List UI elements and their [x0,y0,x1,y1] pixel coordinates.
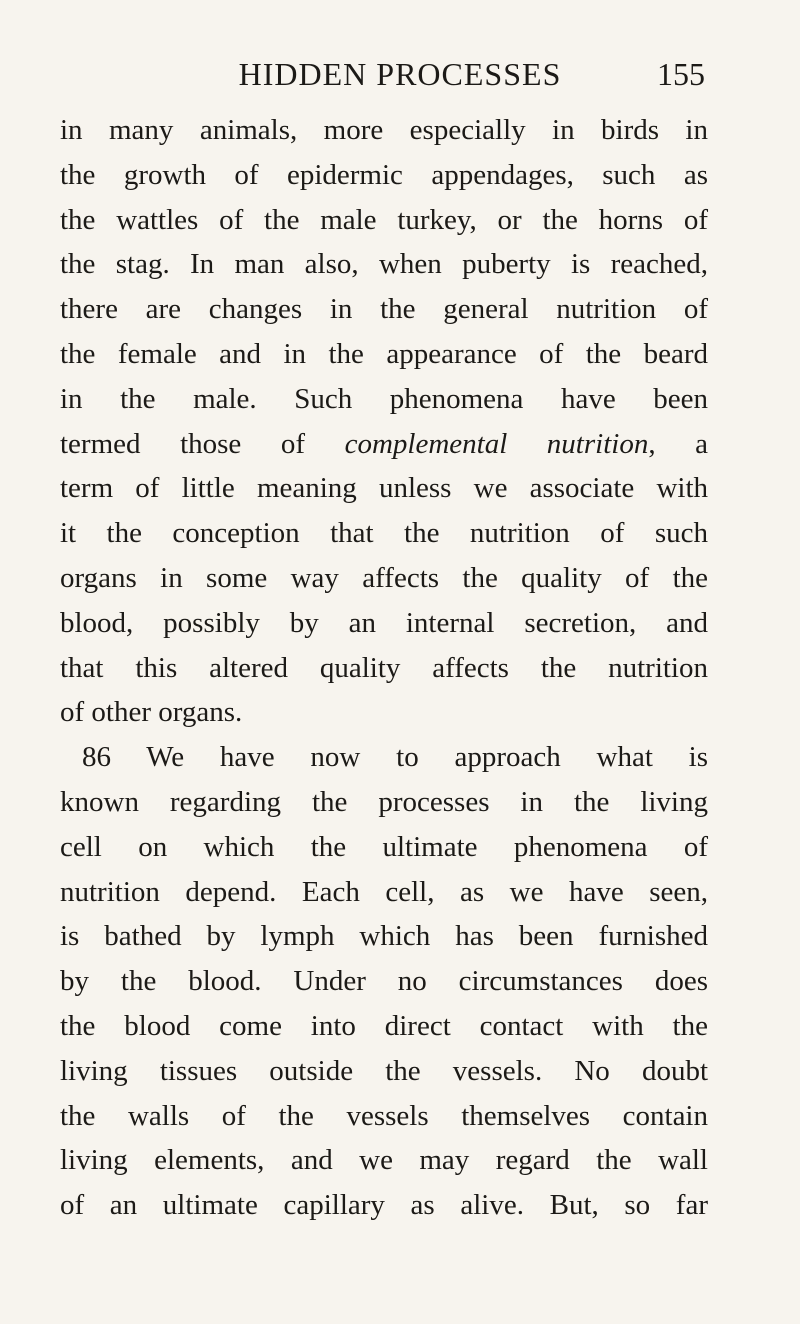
text-line: the female and in the appearance of the beard [60,337,708,370]
text-line: known regarding the processes in the living [60,785,708,818]
paragraph-1 [60,108,708,735]
text-line: term of little meaning unless we associate with [60,472,708,505]
text-line: 86 We have now to approach what is [82,741,708,774]
text-line: by the blood. Under no circumstances does [60,965,708,998]
paragraph-2 [60,735,708,1228]
italic-term: complemental nutrition [344,427,649,460]
text-line: of other organs. [60,696,243,729]
body-text [60,108,708,1228]
text-segment: , a [648,427,709,460]
text-line-with-italic [60,422,708,467]
text-line: there are changes in the general nutrition of [60,293,708,326]
text-line: is bathed by lymph which has been furnished [60,920,708,953]
text-line: organs in some way affects the quality of the [60,561,708,594]
text-line: the wattles of the male turkey, or the horns of [60,203,708,236]
text-line: that this altered quality affects the nutrition [60,651,708,684]
page-number: 155 [657,56,705,92]
page-header [0,52,800,96]
text-line: the blood come into direct contact with the [60,1009,708,1042]
text-line: living elements, and we may regard the wall [60,1144,708,1177]
text-line: cell on which the ultimate phenomena of [60,830,708,863]
text-line: the walls of the vessels themselves contain [60,1099,708,1132]
text-line: living tissues outside the vessels. No doubt [60,1054,708,1087]
text-segment: termed those of [60,427,345,460]
text-line: nutrition depend. Each cell, as we have seen, [60,875,708,908]
text-line: in the male. Such phenomena have been [60,382,708,415]
text-line: in many animals, more especially in birds in [60,114,708,146]
running-head: HIDDEN PROCESSES [238,56,562,92]
text-line: it the conception that the nutrition of such [60,517,708,550]
text-line: the stag. In man also, when puberty is reached, [60,248,708,281]
text-line: the growth of epidermic appendages, such as [60,158,708,191]
text-line: blood, possibly by an internal secretion, and [60,606,708,639]
text-line: of an ultimate capillary as alive. But, so far [60,1189,708,1222]
